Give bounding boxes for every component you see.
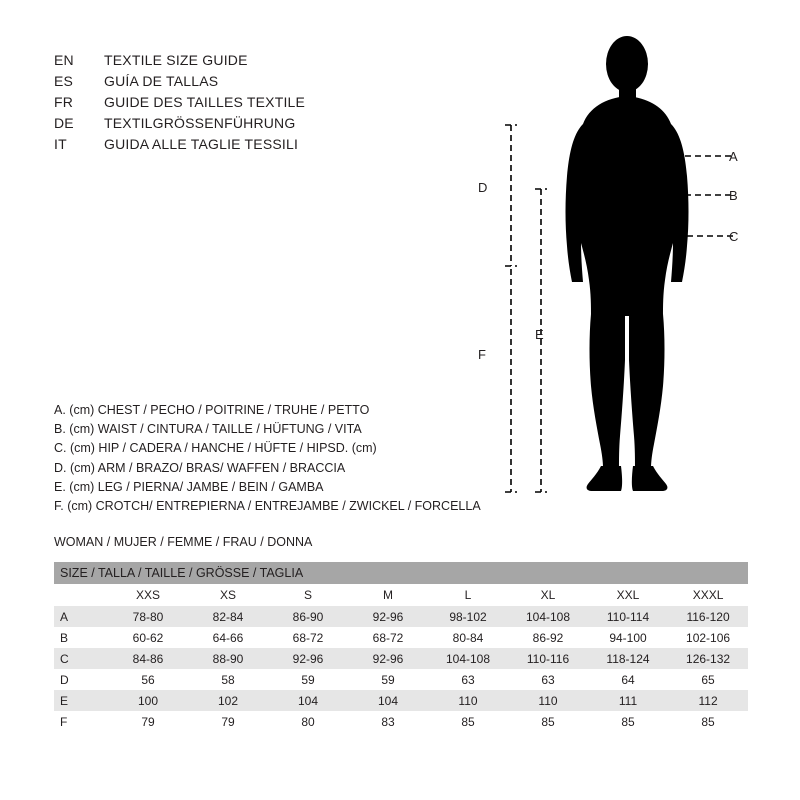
cell: 88-90 <box>188 648 268 669</box>
cell: 78-80 <box>108 606 188 627</box>
cell: 110-116 <box>508 648 588 669</box>
title-lang-fr: FR <box>54 94 74 110</box>
size-table <box>54 562 748 732</box>
table-row <box>54 669 748 690</box>
cell: 92-96 <box>268 648 348 669</box>
cell: 118-124 <box>588 648 668 669</box>
label-a: A <box>729 149 738 164</box>
label-d: D <box>478 180 488 195</box>
cell: 110-114 <box>588 606 668 627</box>
title-row <box>54 115 474 136</box>
cell: 112 <box>668 690 748 711</box>
legend-item-e: E. (cm) LEG / PIERNA/ JAMBE / BEIN / GAMBA <box>54 479 324 494</box>
title-text-fr: GUIDE DES TAILLES TEXTILE <box>104 94 306 110</box>
table-row <box>54 690 748 711</box>
legend-item-d: D. (cm) ARM / BRAZO/ BRAS/ WAFFEN / BRACCIA <box>54 460 346 475</box>
cell: 58 <box>188 669 268 690</box>
column-header-m: M <box>348 584 428 606</box>
cell: 85 <box>508 711 588 732</box>
cell: 104-108 <box>428 648 508 669</box>
legend-item-b: B. (cm) WAIST / CINTURA / TAILLE / HÜFTUNG / VITA <box>54 422 362 437</box>
cell: 64-66 <box>188 627 268 648</box>
column-header-s: S <box>268 584 348 606</box>
cell: 68-72 <box>268 627 348 648</box>
cell: 110 <box>508 690 588 711</box>
cell: 98-102 <box>428 606 508 627</box>
legend-item-c: C. (cm) HIP / CADERA / HANCHE / HÜFTE / HIPSD. (cm) <box>54 441 377 456</box>
title-text-it: GUIDA ALLE TAGLIE TESSILI <box>104 136 299 152</box>
label-b: B <box>729 188 738 203</box>
cell: 85 <box>428 711 508 732</box>
title-lang-en: EN <box>54 52 74 68</box>
cell: 68-72 <box>348 627 428 648</box>
cell: 86-92 <box>508 627 588 648</box>
row-label-d: D <box>54 669 108 690</box>
title-lang-es: ES <box>54 73 74 89</box>
title-row <box>54 52 474 73</box>
label-c: C <box>729 229 739 244</box>
column-header-xxxl: XXXL <box>668 584 748 606</box>
row-label-c: C <box>54 648 108 669</box>
column-header-xl: XL <box>508 584 588 606</box>
cell: 83 <box>348 711 428 732</box>
table-header-row <box>54 584 748 606</box>
cell: 102 <box>188 690 268 711</box>
cell: 92-96 <box>348 648 428 669</box>
cell: 92-96 <box>348 606 428 627</box>
column-header-xxs: XXS <box>108 584 188 606</box>
cell: 63 <box>428 669 508 690</box>
cell: 79 <box>108 711 188 732</box>
cell: 100 <box>108 690 188 711</box>
row-label-e: E <box>54 690 108 711</box>
column-header-blank <box>54 584 108 606</box>
column-header-xs: XS <box>188 584 268 606</box>
legend-block <box>54 401 524 516</box>
title-row <box>54 73 474 94</box>
group-label: WOMAN / MUJER / FEMME / FRAU / DONNA <box>54 535 313 549</box>
table-row <box>54 606 748 627</box>
title-lang-it: IT <box>54 136 67 152</box>
legend-item-f: F. (cm) CROTCH/ ENTREPIERNA / ENTREJAMBE / ZWICKEL / FORCELLA <box>54 499 481 514</box>
cell: 104 <box>268 690 348 711</box>
cell: 111 <box>588 690 668 711</box>
title-row <box>54 136 474 157</box>
row-label-a: A <box>54 606 108 627</box>
cell: 94-100 <box>588 627 668 648</box>
legend-item-a: A. (cm) CHEST / PECHO / POITRINE / TRUHE / PETTO <box>54 403 370 417</box>
cell: 116-120 <box>668 606 748 627</box>
cell: 85 <box>588 711 668 732</box>
cell: 59 <box>348 669 428 690</box>
cell: 84-86 <box>108 648 188 669</box>
cell: 80 <box>268 711 348 732</box>
row-label-b: B <box>54 627 108 648</box>
cell: 104-108 <box>508 606 588 627</box>
cell: 56 <box>108 669 188 690</box>
table-row <box>54 648 748 669</box>
cell: 85 <box>668 711 748 732</box>
table-row <box>54 711 748 732</box>
cell: 102-106 <box>668 627 748 648</box>
cell: 59 <box>268 669 348 690</box>
title-text-es: GUÍA DE TALLAS <box>104 73 219 89</box>
row-label-f: F <box>54 711 108 732</box>
title-text-de: TEXTILGRÖSSENFÜHRUNG <box>104 115 296 131</box>
cell: 80-84 <box>428 627 508 648</box>
title-text-en: TEXTILE SIZE GUIDE <box>104 52 248 68</box>
table-band-row <box>54 562 748 584</box>
label-f: F <box>478 347 486 362</box>
column-header-l: L <box>428 584 508 606</box>
table-band-label: SIZE / TALLA / TAILLE / GRÖSSE / TAGLIA <box>54 562 748 584</box>
table-row <box>54 627 748 648</box>
cell: 60-62 <box>108 627 188 648</box>
female-silhouette-shape <box>566 36 689 491</box>
cell: 110 <box>428 690 508 711</box>
cell: 126-132 <box>668 648 748 669</box>
title-block <box>54 52 474 157</box>
cell: 82-84 <box>188 606 268 627</box>
title-lang-de: DE <box>54 115 74 131</box>
cell: 86-90 <box>268 606 348 627</box>
cell: 64 <box>588 669 668 690</box>
cell: 63 <box>508 669 588 690</box>
label-e: E <box>535 327 544 342</box>
cell: 65 <box>668 669 748 690</box>
title-row <box>54 94 474 115</box>
column-header-xxl: XXL <box>588 584 668 606</box>
cell: 104 <box>348 690 428 711</box>
cell: 79 <box>188 711 268 732</box>
